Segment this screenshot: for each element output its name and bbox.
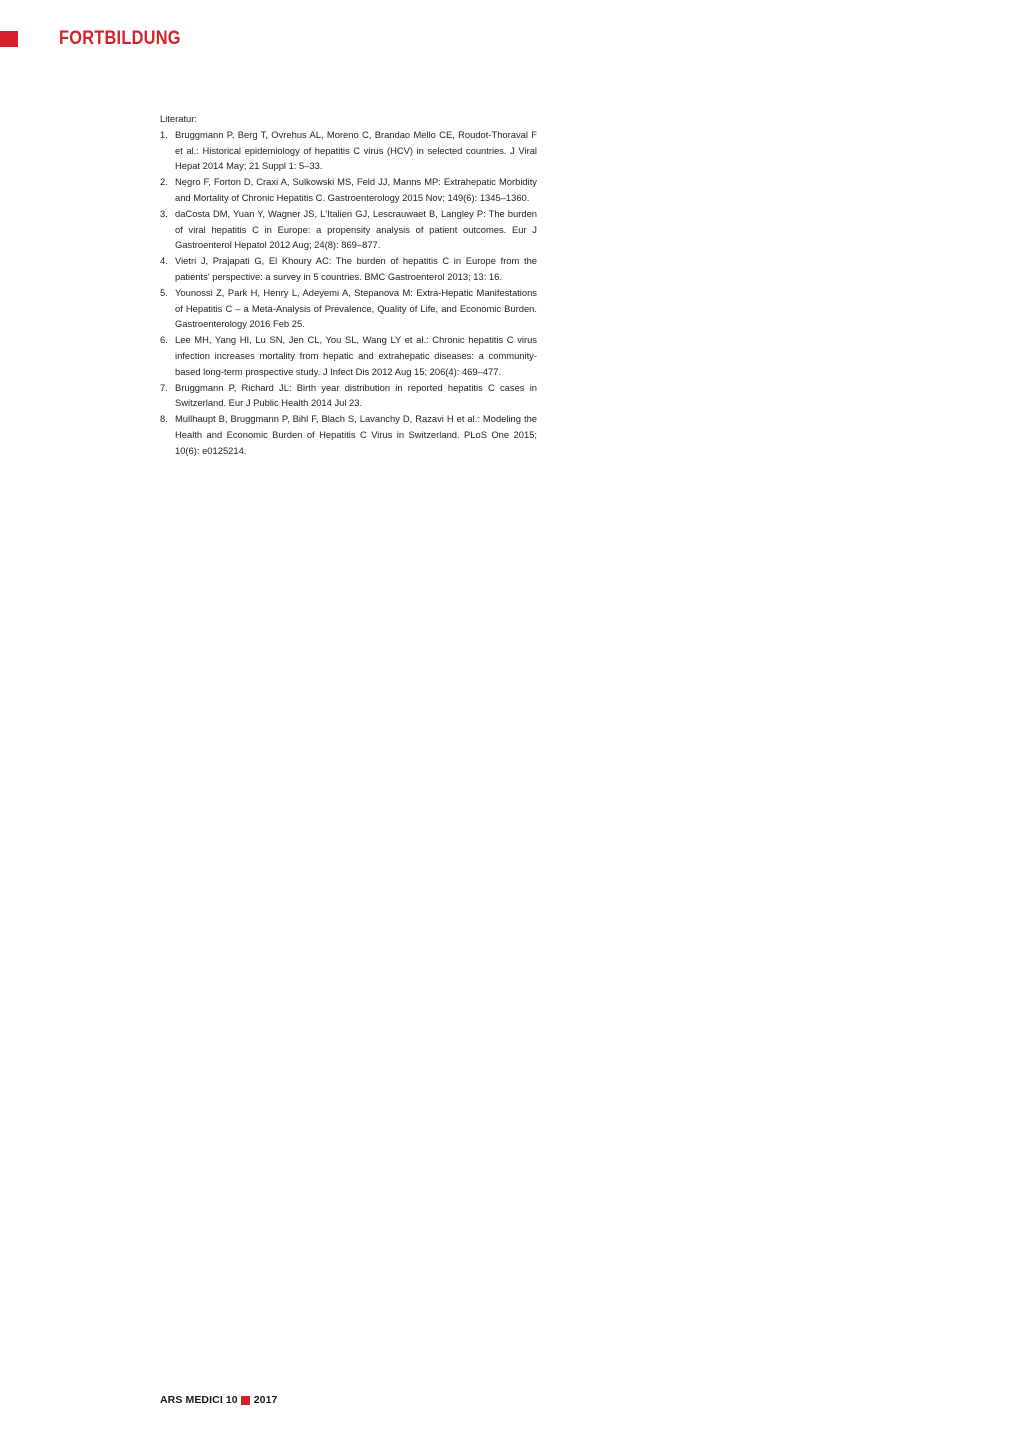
reference-number: 3. — [160, 207, 168, 219]
reference-item — [160, 206, 537, 253]
header-accent-square — [0, 31, 18, 47]
reference-item — [160, 332, 537, 379]
reference-item — [160, 253, 537, 285]
reference-number: 8. — [160, 413, 168, 425]
reference-text: Negro F, Forton D, Craxi A, Sulkowski MS, Feld JJ, Manns MP: Extrahepatic Morbidity and Mortality of Chronic Hepatitis C. Gastroenterology 2015 Nov; 149(6): 1345–1360. — [175, 176, 537, 203]
reference-number: 2. — [160, 176, 168, 188]
references-section — [160, 111, 537, 459]
reference-number: 5. — [160, 286, 168, 298]
section-title: FORTBILDUNG — [59, 28, 181, 49]
reference-number: 4. — [160, 255, 168, 267]
reference-text: daCosta DM, Yuan Y, Wagner JS, L'Italien GJ, Lescrauwaet B, Langley P: The burden of viral hepatitis C in Europe: a propensity analysis of patient outcomes. Eur J Gastroenterol Hepatol 2012 Aug; 24(8): 869–877. — [175, 207, 537, 251]
reference-number: 7. — [160, 381, 168, 393]
footer-journal: ARS MEDICI 10 — [160, 1394, 238, 1406]
reference-item — [160, 127, 537, 174]
reference-item — [160, 174, 537, 206]
reference-item — [160, 411, 537, 458]
reference-text: Vietri J, Prajapati G, El Khoury AC: The burden of hepatitis C in Europe from the patients' perspective: a survey in 5 countries. BMC Gastroenterol 2013; 13: 16. — [175, 255, 537, 282]
reference-number: 6. — [160, 334, 168, 346]
footer-accent-square — [241, 1396, 250, 1405]
reference-text: Bruggmann P, Berg T, Ovrehus AL, Moreno C, Brandao Mello CE, Roudot-Thoraval F et al.: Historical epidemiology of hepatitis C virus (HCV) in selected countries. J Viral Hepat 2014 May; 21 Suppl 1: 5–33. — [175, 128, 537, 172]
reference-number: 1. — [160, 128, 168, 140]
page-footer — [160, 1394, 278, 1406]
footer-year: 2017 — [253, 1394, 278, 1406]
references-list — [160, 127, 537, 459]
reference-item — [160, 285, 537, 332]
reference-text: Younossi Z, Park H, Henry L, Adeyemi A, Stepanova M: Extra-Hepatic Manifestations of Hepatitis C – a Meta-Analysis of Prevalence, Quality of Life, and Economic Burden. Gastroenterology 2016 Feb 25. — [175, 286, 537, 330]
reference-item — [160, 380, 537, 412]
reference-text: Mullhaupt B, Bruggmann P, Bihl F, Blach S, Lavanchy D, Razavi H et al.: Modeling the Health and Economic Burden of Hepatitis C Virus in Switzerland. PLoS One 2015; 10(6): e0125214. — [175, 413, 537, 456]
references-heading: Literatur: — [160, 113, 197, 124]
reference-text: Bruggmann P, Richard JL: Birth year distribution in reported hepatitis C cases in Switzerland. Eur J Public Health 2014 Jul 23. — [175, 381, 537, 409]
reference-text: Lee MH, Yang HI, Lu SN, Jen CL, You SL, Wang LY et al.: Chronic hepatitis C virus infection increases mortality from hepatic and extrahepatic diseases: a community-based long-term prospective study. J Infect Dis 2012 Aug 15; 206(4): 469–477. — [175, 334, 537, 377]
